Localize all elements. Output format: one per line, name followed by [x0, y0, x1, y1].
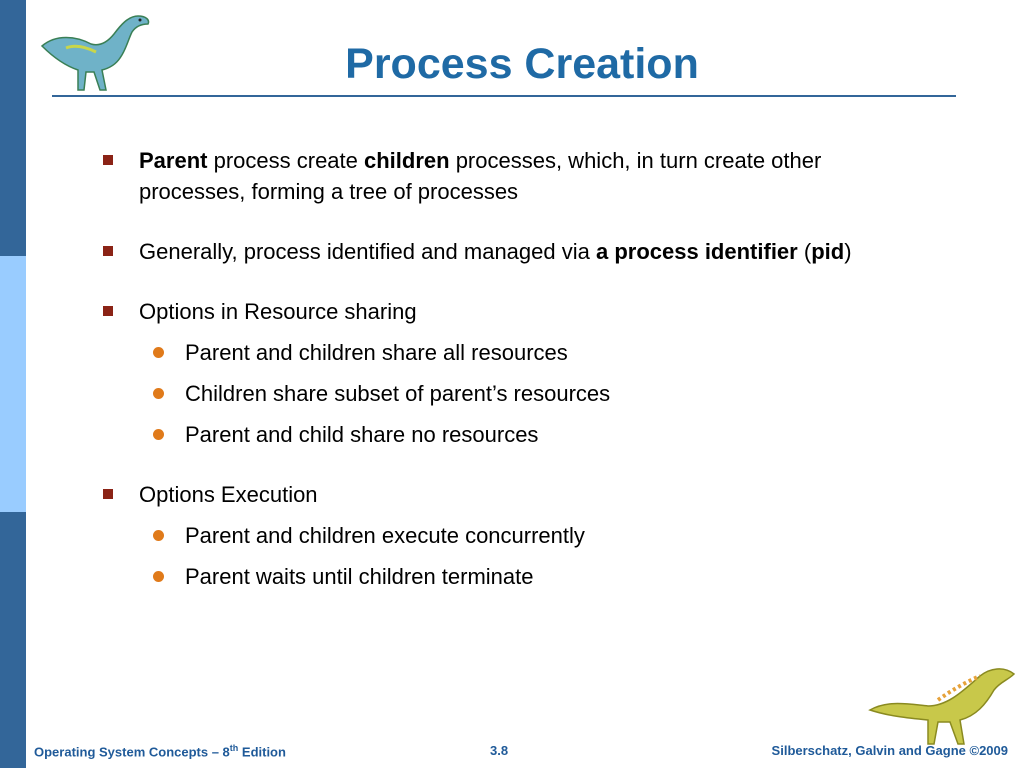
footer-book-title — [34, 743, 286, 759]
sub-bullet-text: Parent and child share no resources — [185, 422, 539, 447]
sub-bullet — [100, 337, 930, 368]
title-divider — [52, 95, 956, 97]
round-bullet-icon — [153, 388, 164, 399]
bullet-parent-process — [100, 145, 930, 207]
sub-bullet — [100, 419, 930, 450]
side-band-middle — [0, 256, 26, 512]
bullet-process-identifier — [100, 236, 930, 267]
round-bullet-icon — [153, 571, 164, 582]
footer-authors: Silberschatz, Galvin and Gagne ©2009 — [771, 743, 1008, 758]
square-bullet-icon — [103, 489, 113, 499]
side-band-bottom — [0, 512, 26, 768]
sub-bullet — [100, 520, 930, 551]
bullet-text-bold: pid — [811, 239, 845, 264]
bullet-text-bold: Parent — [139, 148, 208, 173]
bullet-text-bold: children — [364, 148, 450, 173]
bullet-text: ) — [844, 239, 852, 264]
bullet-text: processes, which, in turn create other processes, forming a tree of processes — [139, 148, 822, 204]
sub-bullet-text: Parent and children execute concurrently — [185, 523, 585, 548]
slide-title: Process Creation — [345, 40, 699, 88]
sub-bullet-text: Parent and children share all resources — [185, 340, 568, 365]
bullet-text-bold: a process identifier — [595, 239, 798, 264]
sub-bullet-text: Children share subset of parent’s resources — [185, 381, 611, 406]
footer-book-title-text: Operating System Concepts – 8 — [34, 744, 230, 760]
round-bullet-icon — [153, 530, 164, 541]
footer-superscript: th — [229, 743, 239, 753]
bullet-text: ( — [797, 239, 812, 264]
sub-bullet — [100, 561, 930, 592]
footer-book-edition: Edition — [238, 744, 286, 760]
round-bullet-icon — [153, 347, 164, 358]
bullet-resource-sharing — [100, 296, 930, 327]
bullet-text: process create — [207, 148, 364, 173]
bullet-text: Generally, process identified and managed via — [139, 239, 596, 264]
bullet-text: Options in Resource sharing — [139, 299, 417, 324]
square-bullet-icon — [103, 306, 113, 316]
sub-bullet — [100, 378, 930, 409]
square-bullet-icon — [103, 246, 113, 256]
bullet-execution — [100, 479, 930, 510]
square-bullet-icon — [103, 155, 113, 165]
slide-body — [100, 145, 930, 592]
sub-bullet-text: Parent waits until children terminate — [185, 564, 534, 589]
page-number: 3.8 — [490, 743, 509, 758]
dinosaur-corner-icon — [868, 660, 1018, 750]
bullet-text: Options Execution — [139, 482, 318, 507]
round-bullet-icon — [153, 429, 164, 440]
